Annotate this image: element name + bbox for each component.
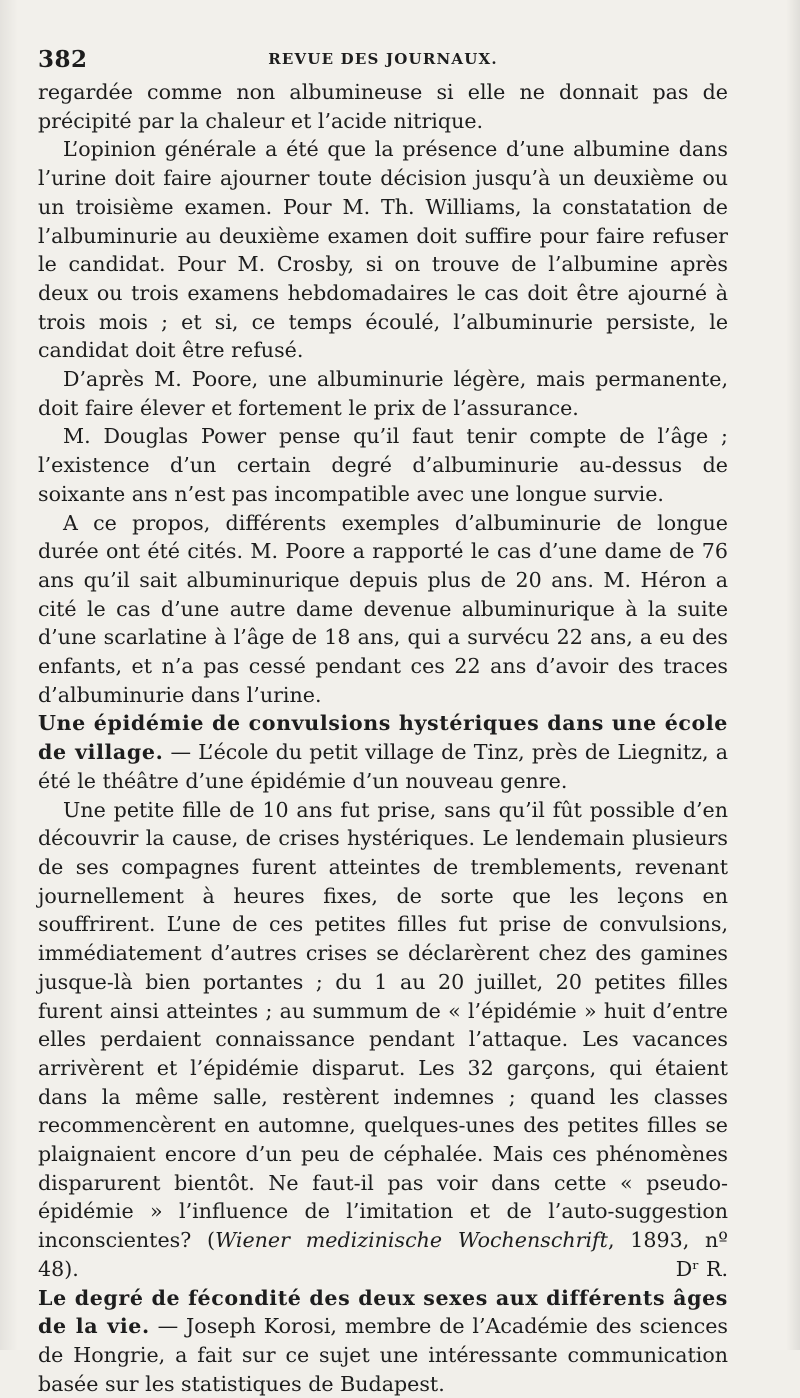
paragraph-poore: D’après M. Poore, une albuminurie légère, mais permanente, doit faire élever et fortement le prix de l’assurance.	[38, 367, 728, 420]
running-title: REVUE DES JOURNAUX.	[268, 50, 498, 68]
author-signature: Dʳ R.	[675, 1256, 728, 1281]
section-intro-fecondite: — Joseph Korosi, membre de l’Académie des sciences de Hongrie, a fait sur ce sujet une intéressante communication basée sur les statistiques de Budapest.	[38, 1314, 728, 1396]
paragraph-continuation: regardée comme non albumineuse si elle ne donnait pas de précipité par la chaleur et l’acide nitrique.	[38, 80, 728, 133]
section-title-epidemie: Une épidémie de convulsions hystériques dans une école de village.	[38, 711, 728, 765]
section-fecondite	[38, 1284, 728, 1398]
source-journal-title: Wiener medizinische Wochenschrift	[215, 1228, 608, 1253]
paragraph-exemples: A ce propos, différents exemples d’albuminurie de longue durée ont été cités. M. Poore a rapporté le cas d’une dame de 76 ans qu’il sait albuminurique depuis plus de 20 ans. M. Héron a cité le cas d’une autre dame devenue albuminurique à la suite d’une scarlatine à l’âge de 18 ans, qui a survécu 22 ans, a eu des enfants, et n’a pas cessé pendant ces 22 ans d’avoir des traces d’albuminurie dans l’urine.	[38, 510, 728, 707]
epidemie-body-text: Une petite fille de 10 ans fut prise, sans qu’il fût possible d’en découvrir la cause, de crises hystériques. Le lendemain plusieurs de ses compagnes furent atteintes de tremblements, revenant journellement à heures fixes, de sorte que les leçons en souffrirent. L’une de ces petites filles fut prise de convulsions, immédiatement d’autres crises se déclarèrent chez des gamines jusque-là bien portantes ; du 1 au 20 juillet, 20 petites filles furent ainsi atteintes ; au summum de « l’épidémie » huit d’entre elles perdaient connaissance pendant l’attaque. Les vacances arrivèrent et l’épidémie disparut. Les 32 garçons, qui étaient dans la même salle, restèrent indemnes ; quand les classes recommencèrent en automne, quelques-unes des petites filles se plaignaient encore d’un peu de céphalée. Mais ces phénomènes disparurent bientôt. Ne faut-il pas voir dans cette « pseudo-épidémie » l’influence de l’imitation et de l’auto-suggestion inconscientes? (	[38, 797, 728, 1253]
page-number: 382	[38, 45, 88, 73]
source-citation: , 1893, nº 48).	[38, 1228, 728, 1281]
section-intro-epidemie: — L’école du petit village de Tinz, près de Liegnitz, a été le théâtre d’une épidémie d’un nouveau genre.	[38, 740, 728, 793]
paragraph-douglas-power: M. Douglas Power pense qu’il faut tenir compte de l’âge ; l’existence d’un certain degré d’albuminurie au-dessus de soixante ans n’est pas incompatible avec une longue survie.	[38, 424, 728, 506]
paragraph-opinion-generale: L’opinion générale a été que la présence d’une albumine dans l’urine doit faire ajourner toute décision jusqu’à un deuxième ou un troisième examen. Pour M. Th. Williams, la constatation de l’albuminurie au deuxième examen doit suffire pour faire refuser le candidat. Pour M. Crosby, si on trouve de l’albumine après deux ou trois examens hebdomadaires le cas doit être ajourné à trois mois ; et si, ce temps écoulé, l’albuminurie persiste, le candidat doit être refusé.	[38, 137, 728, 363]
section-title-fecondite: Le degré de fécondité des deux sexes aux différents âges de la vie.	[38, 1285, 728, 1339]
page-header	[38, 40, 728, 78]
paragraph-epidemie-body	[38, 796, 728, 1284]
section-epidemie	[38, 709, 728, 795]
article-body	[38, 78, 728, 1398]
